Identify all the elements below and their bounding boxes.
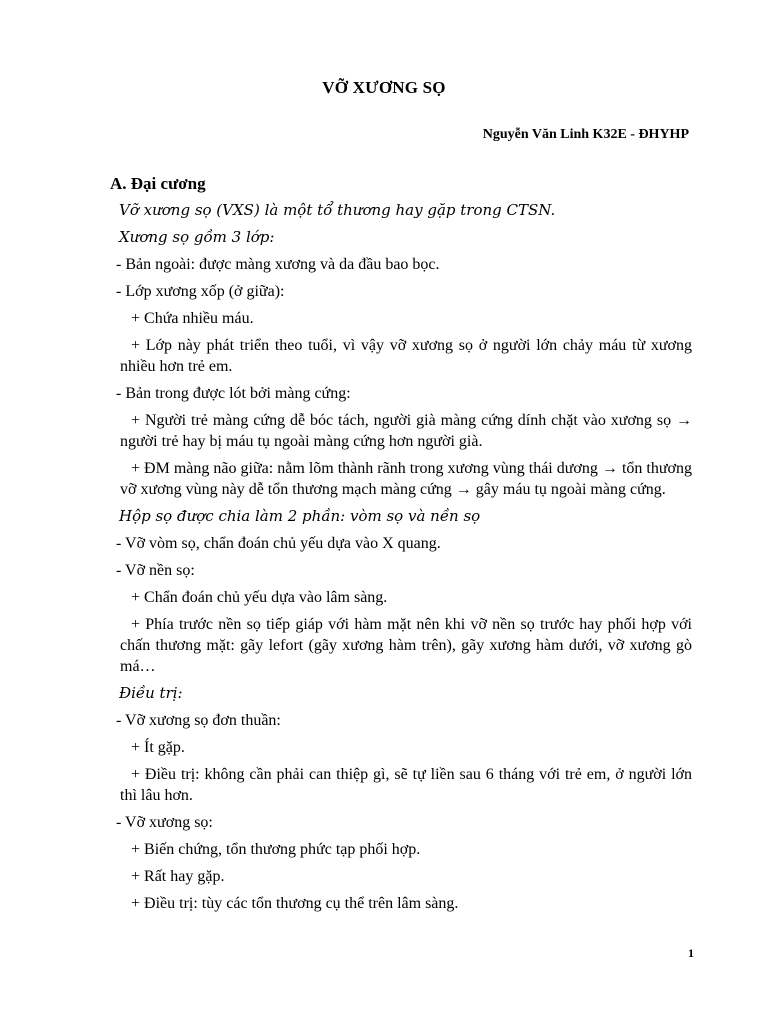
list-item: - Vỡ xương sọ:: [116, 814, 213, 831]
document-body: [110, 200, 692, 914]
list-item: - Bản trong được lót bởi màng cứng:: [116, 385, 351, 402]
sub-list-item: + Biến chứng, tổn thương phức tạp phối hợp.: [131, 841, 421, 858]
sub-list-item: + ĐM màng não giữa: nằm lõm thành rãnh trong xương vùng thái dương → tổn thương vỡ xương vùng này dễ tổn thương mạch màng cứng → gây máu tụ ngoài màng cứng.: [120, 460, 692, 498]
sub-list-item: + Chẩn đoán chủ yếu dựa vào lâm sàng.: [131, 589, 388, 606]
page-number: 1: [688, 946, 694, 960]
sub-list-item: + Ít gặp.: [131, 739, 185, 756]
sub-list-item: + Chứa nhiều máu.: [131, 310, 254, 327]
sub-list-item: + Người trẻ màng cứng dễ bóc tách, người già màng cứng dính chặt vào xương sọ → người trẻ hay bị máu tụ ngoài màng cứng hơn người già.: [120, 412, 692, 450]
intro-line: Xương sọ gồm 3 lớp:: [119, 228, 275, 246]
list-item: - Lớp xương xốp (ở giữa):: [116, 283, 285, 300]
list-item: - Bản ngoài: được màng xương và da đầu bao bọc.: [116, 256, 440, 273]
list-item: - Vỡ vòm sọ, chẩn đoán chủ yếu dựa vào X quang.: [116, 535, 441, 552]
intro-line: Vỡ xương sọ (VXS) là một tổ thương hay gặp trong CTSN.: [119, 201, 556, 219]
sub-list-item: + Phía trước nền sọ tiếp giáp với hàm mặt nên khi vỡ nền sọ trước hay phối hợp với chấn thương mặt: gãy lefort (gãy xương hàm trên), gãy xương hàm dưới, vỡ xương gò má…: [120, 616, 692, 675]
sub-list-item: + Điều trị: không cần phải can thiệp gì, sẽ tự liền sau 6 tháng với trẻ em, ở người lớn thì lâu hơn.: [120, 766, 692, 804]
sub-list-item: + Rất hay gặp.: [131, 868, 225, 885]
section-heading: A. Đại cương: [110, 174, 206, 193]
page-title: VỠ XƯƠNG SỌ: [322, 78, 446, 97]
author-line: Nguyễn Văn Linh K32E - ĐHYHP: [482, 127, 689, 142]
list-item: - Vỡ xương sọ đơn thuần:: [116, 712, 281, 729]
intro-line: Điều trị:: [119, 684, 183, 702]
intro-line: Hộp sọ được chia làm 2 phần: vòm sọ và nền sọ: [119, 507, 481, 525]
sub-list-item: + Điều trị: tùy các tổn thương cụ thể trên lâm sàng.: [131, 895, 459, 912]
list-item: - Vỡ nền sọ:: [116, 562, 195, 579]
sub-list-item: + Lớp này phát triển theo tuổi, vì vậy vỡ xương sọ ở người lớn chảy máu từ xương nhiều hơn trẻ em.: [120, 337, 692, 375]
